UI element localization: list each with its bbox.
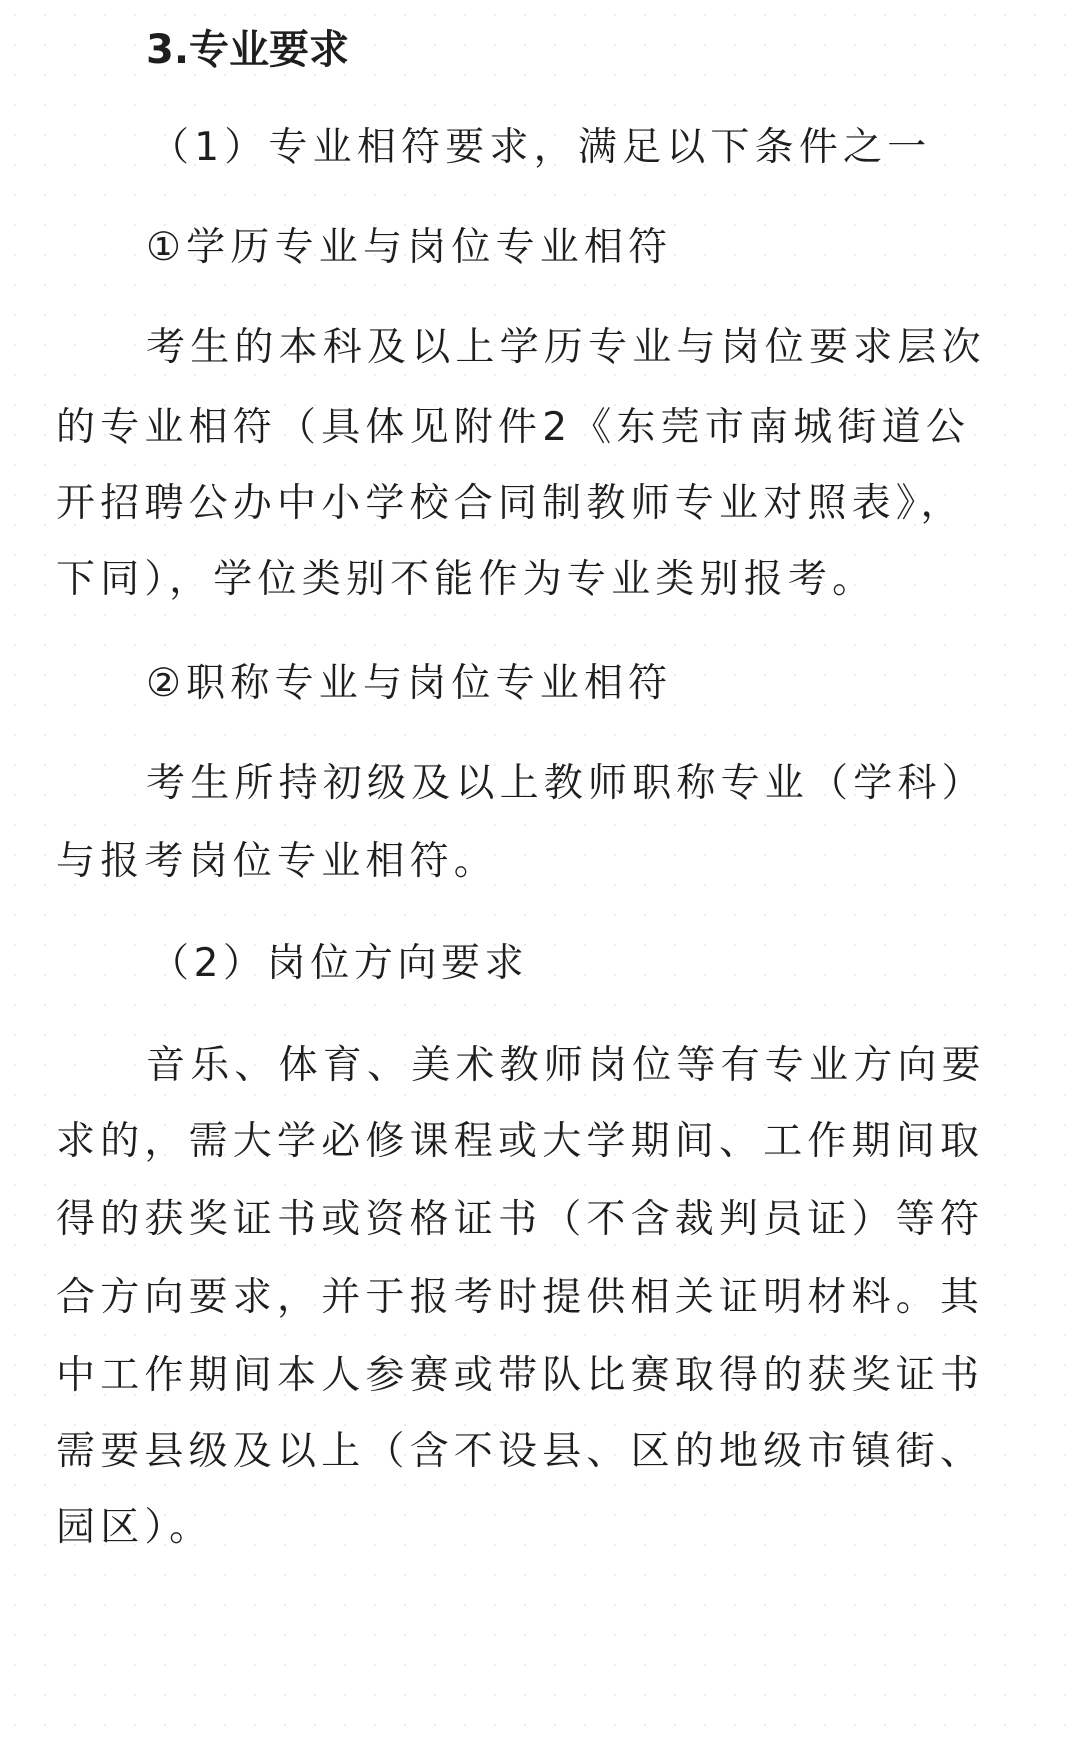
paragraph-line: 开招聘公办中小学校合同制教师专业对照表》， [56, 481, 965, 526]
paragraph-line: 音乐、体育、美术教师岗位等有专业方向要 [146, 1043, 986, 1088]
paragraph-line: 合方向要求，并于报考时提供相关证明材料。其 [56, 1275, 985, 1320]
paragraph-line: 园区）。 [56, 1505, 214, 1550]
section-heading: 3.专业要求 [146, 27, 350, 73]
item2-title: ②职称专业与岗位专业相符 [146, 661, 673, 706]
paragraph-line: 的专业相符（具体见附件2《东莞市南城街道公 [56, 405, 971, 450]
paragraph-line: 中工作期间本人参赛或带队比赛取得的获奖证书 [56, 1353, 985, 1398]
paragraph-line: 考生所持初级及以上教师职称专业（学科） [146, 761, 986, 806]
paragraph-line: 求的，需大学必修课程或大学期间、工作期间取 [56, 1119, 985, 1164]
paragraph-line: 下同），学位类别不能作为专业类别报考。 [56, 557, 877, 602]
paragraph-line: 需要县级及以上（含不设县、区的地级市镇街、 [56, 1429, 985, 1474]
part2-title: （2）岗位方向要求 [150, 941, 529, 986]
item1-title: ①学历专业与岗位专业相符 [146, 225, 673, 270]
paragraph-line: 与报考岗位专业相符。 [56, 839, 499, 884]
paragraph-line: 得的获奖证书或资格证书（不含裁判员证）等符 [56, 1197, 985, 1242]
part1-title: （1）专业相符要求，满足以下条件之一 [150, 125, 932, 170]
paragraph-line: 考生的本科及以上学历专业与岗位要求层次 [146, 325, 986, 370]
